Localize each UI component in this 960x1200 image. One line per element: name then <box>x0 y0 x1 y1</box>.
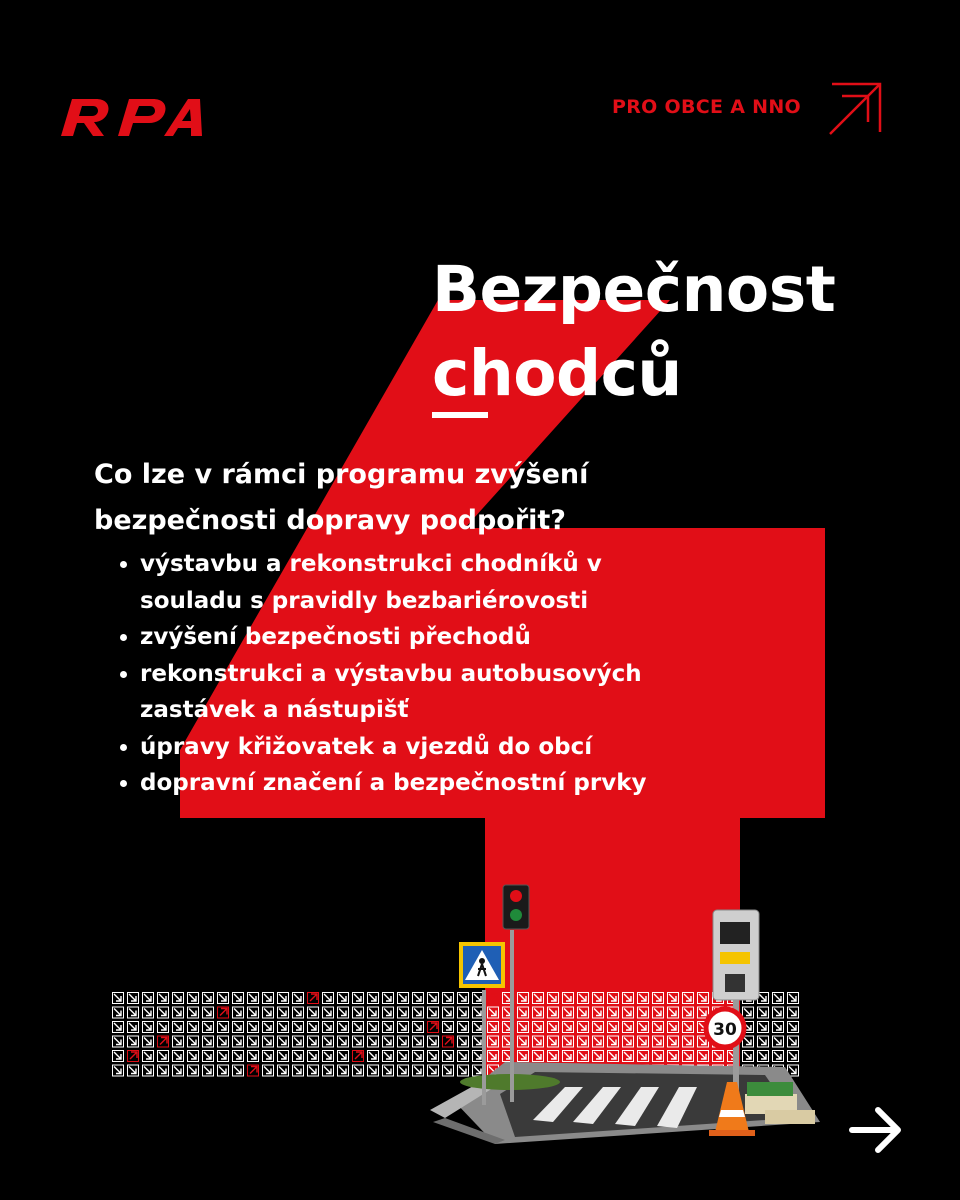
pattern-arrow-icon <box>278 1065 289 1076</box>
list-item <box>140 765 860 802</box>
pattern-arrow-icon <box>143 1065 154 1076</box>
pattern-arrow-icon <box>398 1007 409 1018</box>
pattern-arrow-icon <box>308 1022 319 1033</box>
pattern-arrow-icon <box>233 1051 244 1062</box>
pattern-arrow-icon <box>173 993 184 1004</box>
pattern-arrow-icon <box>338 993 349 1004</box>
list-item <box>140 546 860 619</box>
pattern-arrow-icon <box>293 1007 304 1018</box>
pattern-arrow-icon <box>128 1065 139 1076</box>
question-line-2: bezpečnosti dopravy podpořit? <box>94 505 566 536</box>
pattern-arrow-icon <box>203 1022 214 1033</box>
pattern-arrow-icon <box>293 1051 304 1062</box>
pattern-arrow-icon <box>248 1022 259 1033</box>
pattern-arrow-icon <box>173 1036 184 1047</box>
pattern-arrow-icon <box>353 1007 364 1018</box>
pattern-arrow-icon <box>338 1036 349 1047</box>
pattern-arrow-icon <box>248 1036 259 1047</box>
pattern-arrow-icon <box>188 1007 199 1018</box>
pattern-arrow-icon <box>353 1065 364 1076</box>
pattern-arrow-icon <box>233 1007 244 1018</box>
list-item-line-2: zastávek a nástupišť <box>140 697 409 723</box>
pattern-arrow-icon <box>113 1022 124 1033</box>
pattern-arrow-icon <box>278 1007 289 1018</box>
pattern-arrow-icon <box>398 993 409 1004</box>
pattern-arrow-icon <box>278 1036 289 1047</box>
pattern-arrow-icon <box>128 1022 139 1033</box>
pattern-arrow-icon <box>203 993 214 1004</box>
pattern-arrow-icon <box>353 1036 364 1047</box>
list-item-line-1: dopravní značení a bezpečnostní prvky <box>140 770 647 796</box>
pattern-arrow-icon <box>113 1007 124 1018</box>
pattern-arrow-icon <box>368 1065 379 1076</box>
pattern-arrow-icon <box>143 1036 154 1047</box>
pattern-arrow-icon <box>263 1007 274 1018</box>
question-line-1: Co lze v rámci programu zvýšení <box>94 459 589 490</box>
pattern-arrow-icon <box>368 993 379 1004</box>
pattern-arrow-icon <box>323 1065 334 1076</box>
pattern-arrow-icon <box>158 1036 169 1047</box>
pattern-arrow-icon <box>398 1051 409 1062</box>
pattern-arrow-icon <box>413 1051 424 1062</box>
list-item <box>140 729 860 766</box>
pattern-arrow-icon <box>128 993 139 1004</box>
pattern-arrow-icon <box>203 1065 214 1076</box>
pattern-arrow-icon <box>293 1065 304 1076</box>
pattern-arrow-icon <box>278 993 289 1004</box>
pattern-arrow-icon <box>278 1051 289 1062</box>
pattern-arrow-icon <box>158 1065 169 1076</box>
pattern-arrow-icon <box>338 1065 349 1076</box>
list-item-line-1: zvýšení bezpečnosti přechodů <box>140 624 531 650</box>
pattern-arrow-icon <box>278 1022 289 1033</box>
pattern-arrow-icon <box>398 1036 409 1047</box>
pattern-arrow-icon <box>158 1051 169 1062</box>
pattern-arrow-icon <box>188 993 199 1004</box>
audience-tag[interactable]: PRO OBCE A NNO <box>612 96 801 118</box>
pattern-arrow-icon <box>203 1007 214 1018</box>
pattern-arrow-icon <box>353 993 364 1004</box>
pattern-arrow-icon <box>323 1022 334 1033</box>
pattern-arrow-icon <box>218 1007 229 1018</box>
question-heading <box>94 452 854 544</box>
pattern-arrow-icon <box>383 1051 394 1062</box>
pattern-arrow-icon <box>383 993 394 1004</box>
pattern-arrow-icon <box>128 1036 139 1047</box>
list-item-line-1: úpravy křižovatek a vjezdů do obcí <box>140 733 593 760</box>
pattern-arrow-icon <box>188 1036 199 1047</box>
pattern-arrow-icon <box>233 1036 244 1047</box>
title-underline <box>432 412 488 418</box>
pattern-arrow-icon <box>323 1007 334 1018</box>
pattern-arrow-icon <box>308 1051 319 1062</box>
pattern-arrow-icon <box>113 1051 124 1062</box>
pattern-arrow-icon <box>188 1065 199 1076</box>
pattern-arrow-icon <box>128 1051 139 1062</box>
pattern-arrow-icon <box>323 1036 334 1047</box>
list-item <box>140 656 860 729</box>
pattern-arrow-icon <box>218 1022 229 1033</box>
pattern-arrow-icon <box>383 1007 394 1018</box>
pattern-arrow-icon <box>173 1051 184 1062</box>
pattern-arrow-icon <box>218 1051 229 1062</box>
list-item-line-1: rekonstrukci a výstavbu autobusových <box>140 660 642 687</box>
pattern-arrow-icon <box>263 1022 274 1033</box>
pattern-arrow-icon <box>263 993 274 1004</box>
support-list <box>112 546 860 802</box>
list-item-line-2: souladu s pravidly bezbariérovosti <box>140 587 589 614</box>
pattern-arrow-icon <box>263 1036 274 1047</box>
pattern-arrow-icon <box>143 1051 154 1062</box>
pattern-arrow-icon <box>398 1065 409 1076</box>
pattern-arrow-icon <box>413 1022 424 1033</box>
pattern-arrow-icon <box>368 1007 379 1018</box>
pattern-arrow-icon <box>368 1036 379 1047</box>
pattern-arrow-icon <box>383 1036 394 1047</box>
pattern-arrow-icon <box>413 993 424 1004</box>
pattern-arrow-icon <box>248 1051 259 1062</box>
pattern-arrow-icon <box>308 1007 319 1018</box>
rpa-logo[interactable] <box>58 96 203 138</box>
pattern-arrow-icon <box>308 993 319 1004</box>
pattern-arrow-icon <box>188 1051 199 1062</box>
pattern-arrow-icon <box>203 1036 214 1047</box>
pattern-arrow-icon <box>263 1065 274 1076</box>
pattern-arrow-icon <box>413 1007 424 1018</box>
pattern-arrow-icon <box>293 993 304 1004</box>
pattern-arrow-icon <box>308 1036 319 1047</box>
pattern-arrow-icon <box>143 1007 154 1018</box>
pattern-arrow-icon <box>233 993 244 1004</box>
pattern-arrow-icon <box>338 1007 349 1018</box>
arrow-right-icon[interactable] <box>848 1104 904 1156</box>
pattern-arrow-icon <box>263 1051 274 1062</box>
pattern-arrow-icon <box>143 1022 154 1033</box>
pattern-arrow-icon <box>368 1022 379 1033</box>
pattern-arrow-icon <box>203 1051 214 1062</box>
pattern-arrow-icon <box>143 993 154 1004</box>
pattern-arrow-icon <box>218 1036 229 1047</box>
pattern-arrow-icon <box>113 1065 124 1076</box>
page-title <box>432 248 835 416</box>
pattern-arrow-icon <box>158 1022 169 1033</box>
pattern-arrow-icon <box>173 1065 184 1076</box>
pattern-arrow-icon <box>218 993 229 1004</box>
pattern-arrow-icon <box>233 1022 244 1033</box>
pattern-arrow-icon <box>233 1065 244 1076</box>
pattern-arrow-icon <box>323 1051 334 1062</box>
pattern-arrow-icon <box>413 1036 424 1047</box>
pattern-arrow-icon <box>398 1022 409 1033</box>
pattern-arrow-icon <box>353 1022 364 1033</box>
pattern-arrow-icon <box>113 1036 124 1047</box>
pattern-arrow-icon <box>383 1065 394 1076</box>
pattern-arrow-icon <box>173 1007 184 1018</box>
pattern-arrow-icon <box>248 993 259 1004</box>
pattern-arrow-icon <box>413 1065 424 1076</box>
pattern-arrow-icon <box>293 1036 304 1047</box>
pattern-arrow-icon <box>368 1051 379 1062</box>
pattern-arrow-icon <box>113 993 124 1004</box>
pattern-arrow-icon <box>383 1022 394 1033</box>
pattern-arrow-icon <box>158 993 169 1004</box>
pattern-arrow-icon <box>248 1065 259 1076</box>
pattern-arrow-icon <box>338 1022 349 1033</box>
title-line-2: chodců <box>432 337 682 410</box>
arrow-up-right-icon[interactable] <box>828 82 882 136</box>
list-item <box>140 619 860 656</box>
pattern-arrow-icon <box>218 1065 229 1076</box>
pattern-arrow-icon <box>173 1022 184 1033</box>
pattern-arrow-icon <box>128 1007 139 1018</box>
pattern-arrow-icon <box>248 1007 259 1018</box>
pattern-arrow-icon <box>308 1065 319 1076</box>
pattern-arrow-icon <box>293 1022 304 1033</box>
pattern-arrow-icon <box>323 993 334 1004</box>
pattern-arrow-icon <box>188 1022 199 1033</box>
speed-limit-sign: 30 <box>713 1020 737 1040</box>
title-line-1: Bezpečnost <box>432 253 836 326</box>
pattern-arrow-icon <box>353 1051 364 1062</box>
pattern-arrow-icon <box>338 1051 349 1062</box>
pattern-arrow-icon <box>158 1007 169 1018</box>
street-illustration <box>425 882 825 1144</box>
list-item-line-1: výstavbu a rekonstrukci chodníků v <box>140 551 602 577</box>
